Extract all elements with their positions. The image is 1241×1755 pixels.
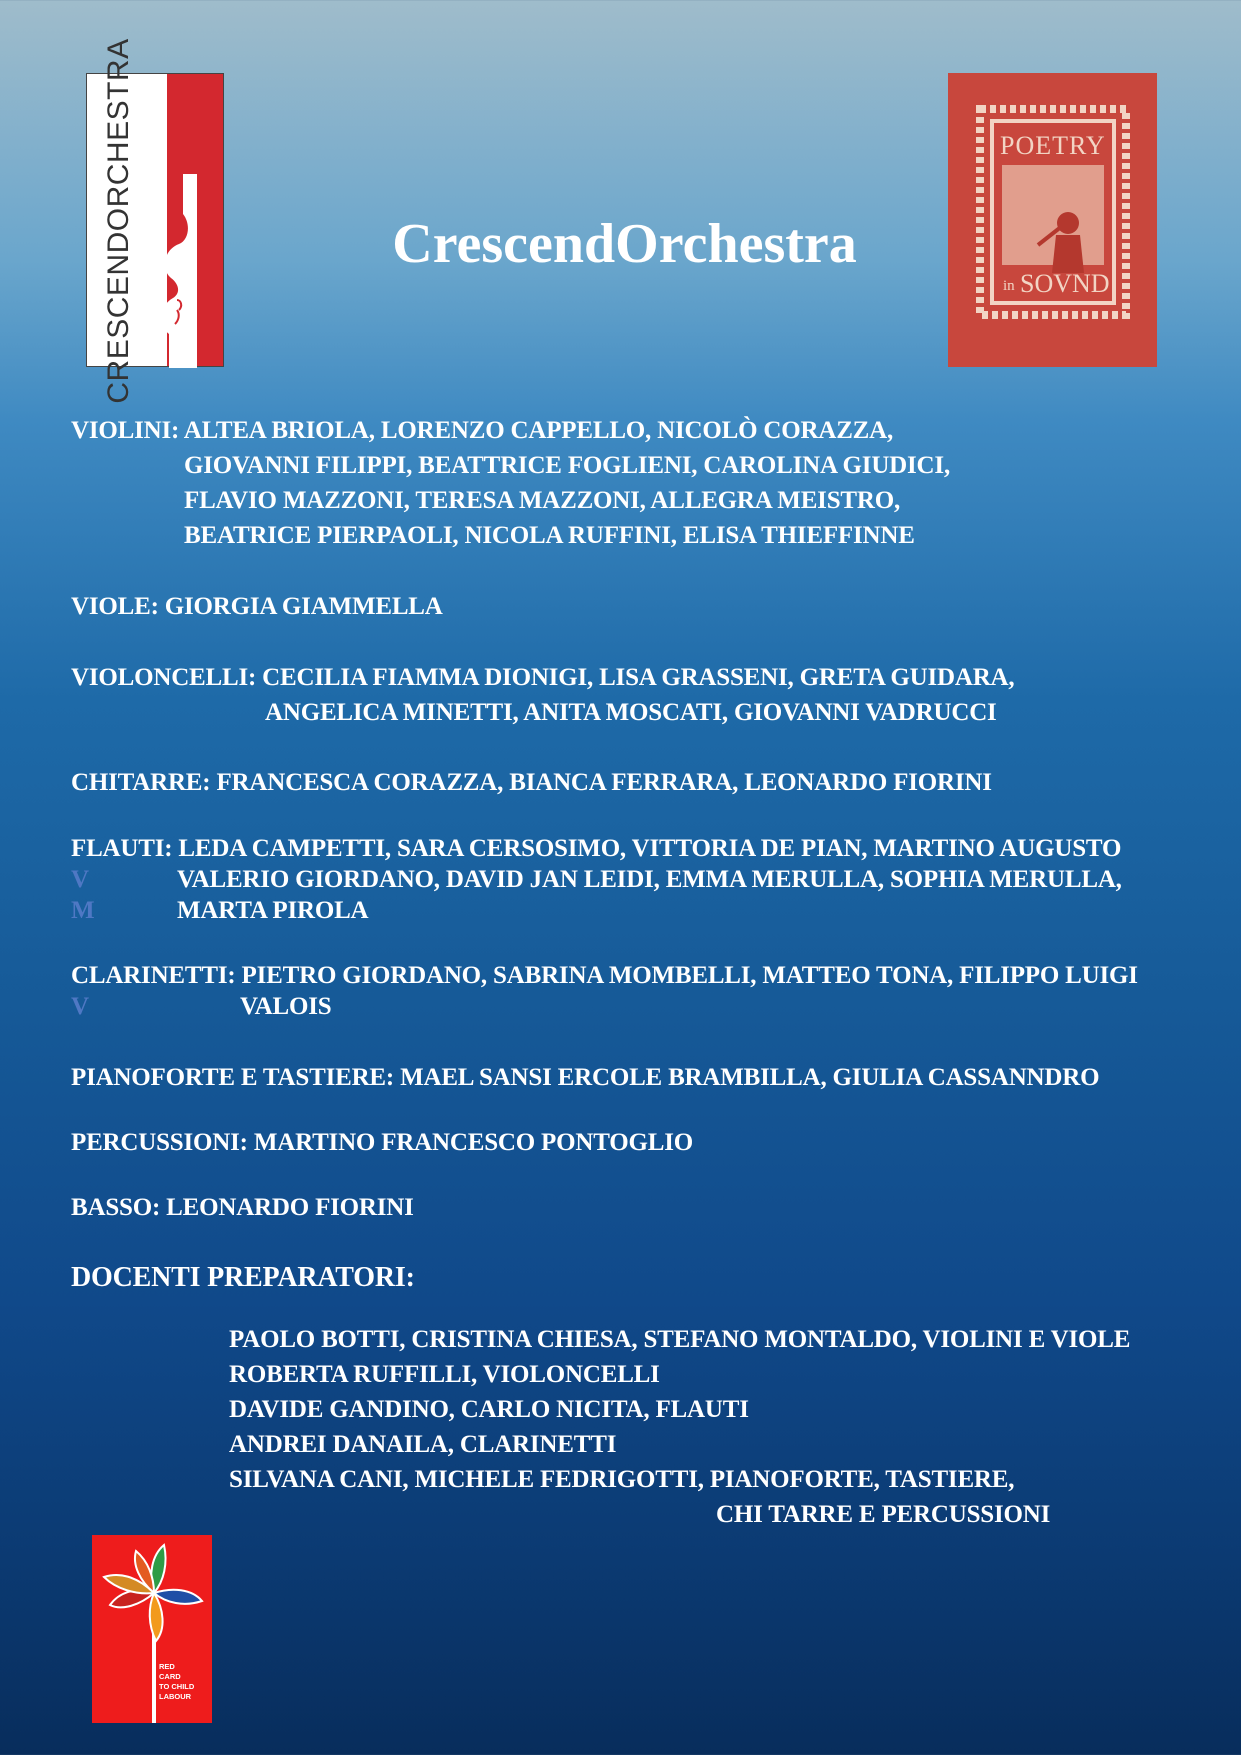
violini-line-3: FLAVIO MAZZONI, TERESA MAZZONI, ALLEGRA MEISTRO, [184, 487, 901, 514]
flauti-ghost-2: M [71, 897, 95, 924]
basso-line: BASSO: LEONARDO FIORINI [71, 1194, 414, 1221]
clarinetti-line-1: CLARINETTI: PIETRO GIORDANO, SABRINA MOMBELLI, MATTEO TONA, FILIPPO LUIGI [71, 962, 1138, 989]
clarinetti-line-2: VALOIS [240, 993, 332, 1020]
violini-line-2: GIOVANNI FILIPPI, BEATTRICE FOGLIENI, CAROLINA GIUDICI, [184, 452, 950, 479]
pianoforte-line: PIANOFORTE E TASTIERE: MAEL SANSI ERCOLE BRAMBILLA, GIULIA CASSANNDRO [71, 1064, 1100, 1091]
flauti-line-3: MARTA PIROLA [177, 897, 369, 924]
stamp-text-bottom: SOVND [1020, 269, 1110, 298]
docenti-line-6: CHI TARRE E PERCUSSIONI [716, 1501, 1051, 1528]
page-title: CrescendOrchestra [392, 213, 857, 275]
docenti-line-2: ROBERTA RUFFILLI, VIOLONCELLI [229, 1361, 660, 1388]
docenti-heading: DOCENTI PREPARATORI: [71, 1262, 415, 1293]
clarinetti-ghost: V [71, 993, 89, 1020]
stamp-text-top: POETRY [1000, 131, 1106, 160]
violoncelli-line-1: VIOLONCELLI: CECILIA FIAMMA DIONIGI, LISA GRASSENI, GRETA GUIDARA, [71, 664, 1015, 691]
flauti-line-1: FLAUTI: LEDA CAMPETTI, SARA CERSOSIMO, VITTORIA DE PIAN, MARTINO AUGUSTO [71, 835, 1122, 862]
docenti-line-3: DAVIDE GANDINO, CARLO NICITA, FLAUTI [229, 1396, 749, 1423]
violini-line-4: BEATRICE PIERPAOLI, NICOLA RUFFINI, ELISA THIEFFINNE [184, 522, 915, 549]
stamp-text-in: in [1003, 278, 1015, 294]
red-card-child-labour-logo [92, 1535, 212, 1723]
logo-vertical-text: CRESCENDORCHESTRA [102, 38, 135, 404]
docenti-line-4: ANDREI DANAILA, CLARINETTI [229, 1431, 617, 1458]
percussioni-line: PERCUSSIONI: MARTINO FRANCESCO PONTOGLIO [71, 1129, 693, 1156]
flauti-line-2: VALERIO GIORDANO, DAVID JAN LEIDI, EMMA MERULLA, SOPHIA MERULLA, [177, 866, 1122, 893]
docenti-line-5: SILVANA CANI, MICHELE FEDRIGOTTI, PIANOFORTE, TASTIERE, [229, 1466, 1015, 1493]
violini-line-1: VIOLINI: ALTEA BRIOLA, LORENZO CAPPELLO, NICOLÒ CORAZZA, [71, 417, 894, 444]
flauti-ghost-1: V [71, 866, 89, 893]
viole-line: VIOLE: GIORGIA GIAMMELLA [71, 593, 443, 620]
violoncelli-line-2: ANGELICA MINETTI, ANITA MOSCATI, GIOVANNI VADRUCCI [265, 699, 997, 726]
chitarre-line: CHITARRE: FRANCESCA CORAZZA, BIANCA FERRARA, LEONARDO FIORINI [71, 769, 992, 796]
red-card-text: RED CARD TO CHILD LABOUR [159, 1662, 195, 1701]
docenti-line-1: PAOLO BOTTI, CRISTINA CHIESA, STEFANO MONTALDO, VIOLINI E VIOLE [229, 1326, 1131, 1353]
